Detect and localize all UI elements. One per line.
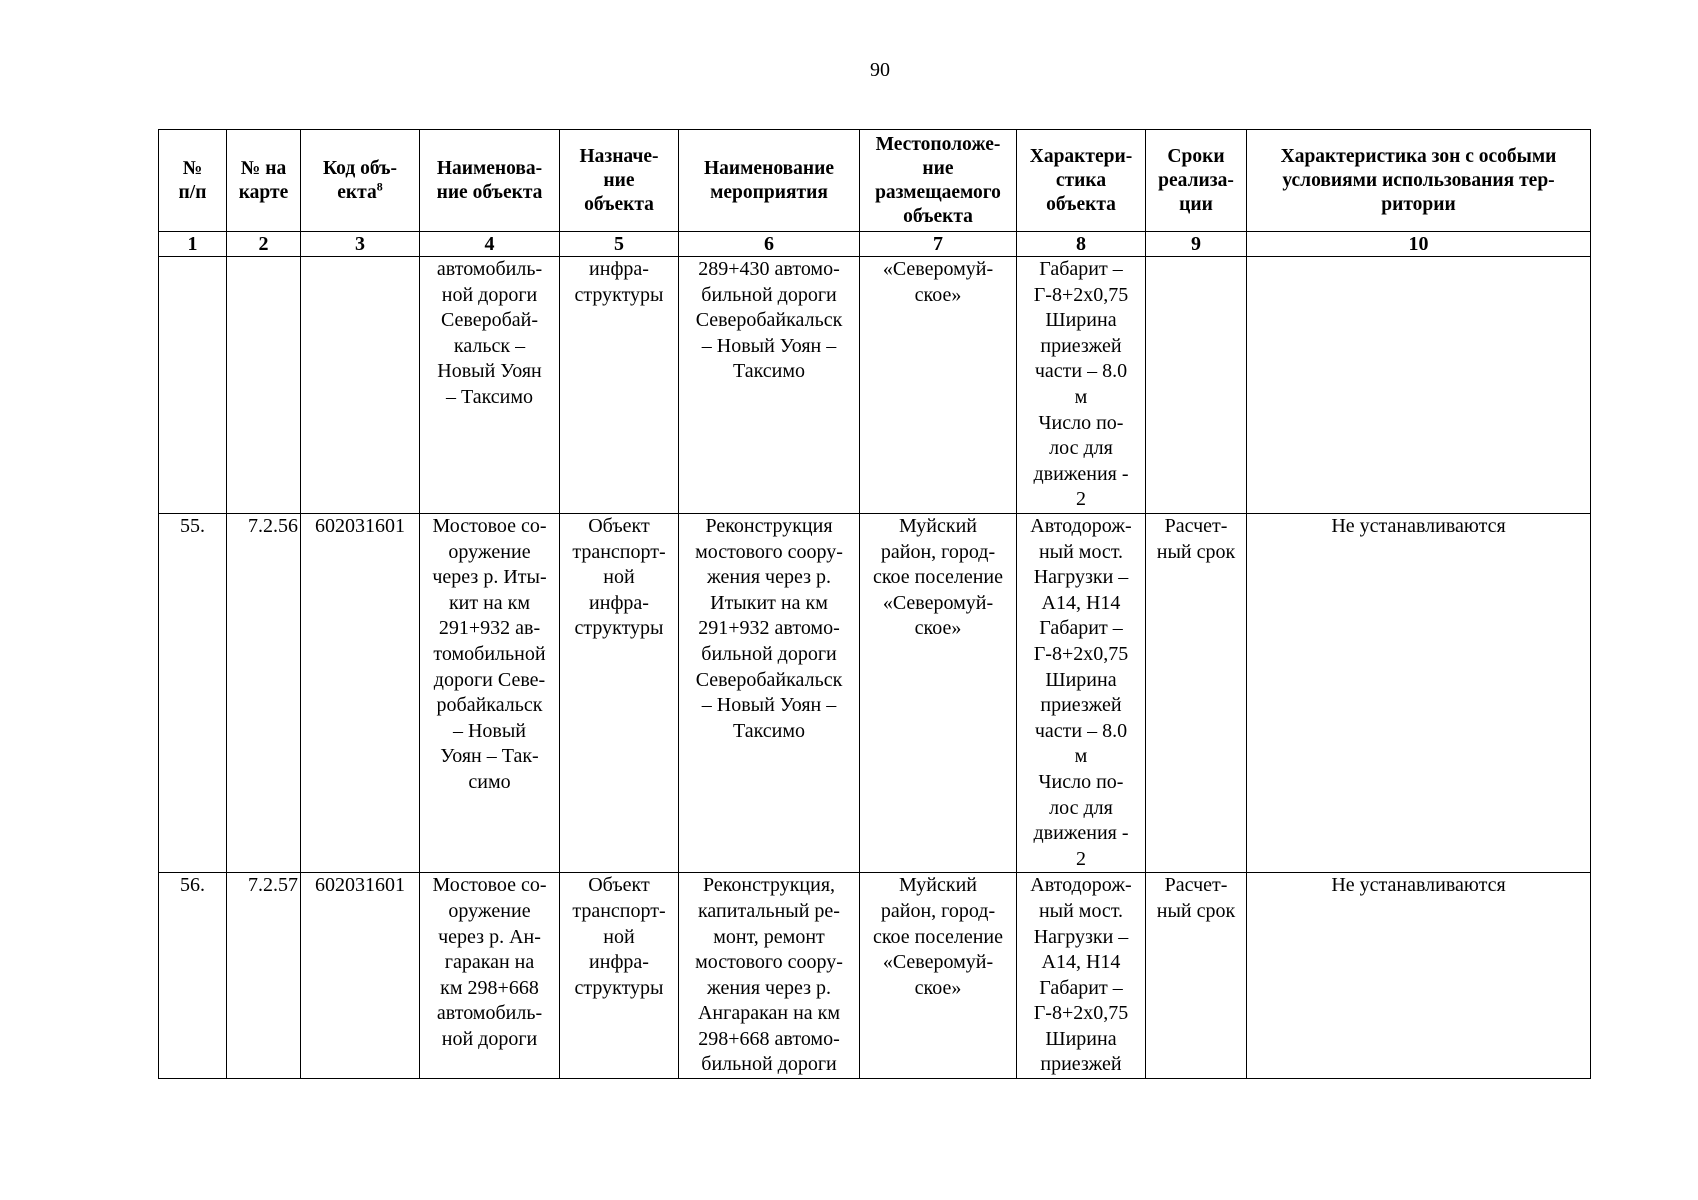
cell-code: 602031601 — [301, 873, 420, 1079]
cell-measure: Реконструкция мостового соору- жения через р. Итыкит на км 291+932 автомо- бильной дороги Северобайкальск – Новый Уоян – Таксимо — [679, 514, 860, 873]
cell-map-no — [227, 257, 301, 514]
cell-measure: 289+430 автомо- бильной дороги Северобайкальск – Новый Уоян – Таксимо — [679, 257, 860, 514]
cell-characteristic: Габарит – Г-8+2х0,75 Ширина приезжей части – 8.0 м Число по- лос для движения - 2 — [1017, 257, 1146, 514]
cell-no: 56. — [159, 873, 227, 1079]
column-number: 1 — [159, 232, 227, 257]
header-cell: Местоположе- ние размещаемого объекта — [860, 130, 1017, 232]
cell-characteristic: Автодорож- ный мост. Нагрузки – А14, Н14 Габарит – Г-8+2х0,75 Ширина приезжей — [1017, 873, 1146, 1079]
table-row — [159, 514, 1591, 873]
table-row — [159, 257, 1591, 514]
cell-characteristic: Автодорож- ный мост. Нагрузки – А14, Н14 Габарит – Г-8+2х0,75 Ширина приезжей части – 8.0 м Число по- лос для движения - 2 — [1017, 514, 1146, 873]
table-row — [159, 873, 1591, 1079]
header-cell: Сроки реализа- ции — [1146, 130, 1247, 232]
header-cell: Код объ- екта$^8$ — [301, 130, 420, 232]
cell-location: «Северомуй- ское» — [860, 257, 1017, 514]
cell-code — [301, 257, 420, 514]
cell-purpose: Объект транспорт- ной инфра- структуры — [560, 514, 679, 873]
cell-name: Мостовое со- оружение через р. Ан- гаракан на км 298+668 автомобиль- ной дороги — [420, 873, 560, 1079]
header-row — [159, 130, 1591, 232]
cell-location: Муйский район, город- ское поселение «Северомуй- ское» — [860, 514, 1017, 873]
page-number: 90 — [870, 59, 890, 81]
header-cell: Характеристика зон с особыми условиями использования тер- ритории — [1247, 130, 1591, 232]
cell-no — [159, 257, 227, 514]
header-cell: № п/п — [159, 130, 227, 232]
column-number: 9 — [1146, 232, 1247, 257]
column-number: 10 — [1247, 232, 1591, 257]
cell-name: автомобиль- ной дороги Северобай- кальск – Новый Уоян – Таксимо — [420, 257, 560, 514]
cell-term — [1146, 257, 1247, 514]
column-number: 8 — [1017, 232, 1146, 257]
cell-zones — [1247, 257, 1591, 514]
cell-zones: Не устанавливаются — [1247, 873, 1591, 1079]
cell-no: 55. — [159, 514, 227, 873]
footnote-mark: 8 — [376, 179, 383, 193]
header-cell: Наименование мероприятия — [679, 130, 860, 232]
header-cell: № на карте — [227, 130, 301, 232]
column-number: 5 — [560, 232, 679, 257]
cell-map-no: 7.2.57 — [227, 873, 301, 1079]
cell-term: Расчет- ный срок — [1146, 514, 1247, 873]
cell-purpose: инфра- структуры — [560, 257, 679, 514]
cell-name: Мостовое со- оружение через р. Иты- кит на км 291+932 ав- томобильной дороги Севе- робайкальск – Новый Уоян – Так- симо — [420, 514, 560, 873]
column-number: 6 — [679, 232, 860, 257]
column-number: 2 — [227, 232, 301, 257]
objects-table — [158, 129, 1591, 1079]
column-number: 3 — [301, 232, 420, 257]
cell-purpose: Объект транспорт- ной инфра- структуры — [560, 873, 679, 1079]
cell-term: Расчет- ный срок — [1146, 873, 1247, 1079]
column-number: 7 — [860, 232, 1017, 257]
header-cell: Наименова- ние объекта — [420, 130, 560, 232]
cell-measure: Реконструкция, капитальный ре- монт, ремонт мостового соору- жения через р. Ангаракан на км 298+668 автомо- бильной дороги — [679, 873, 860, 1079]
cell-zones: Не устанавливаются — [1247, 514, 1591, 873]
header-cell: Назначе- ние объекта — [560, 130, 679, 232]
cell-location: Муйский район, город- ское поселение «Северомуй- ское» — [860, 873, 1017, 1079]
column-number: 4 — [420, 232, 560, 257]
cell-map-no: 7.2.56 — [227, 514, 301, 873]
column-number-row — [159, 232, 1591, 257]
cell-code: 602031601 — [301, 514, 420, 873]
header-cell: Характери- стика объекта — [1017, 130, 1146, 232]
